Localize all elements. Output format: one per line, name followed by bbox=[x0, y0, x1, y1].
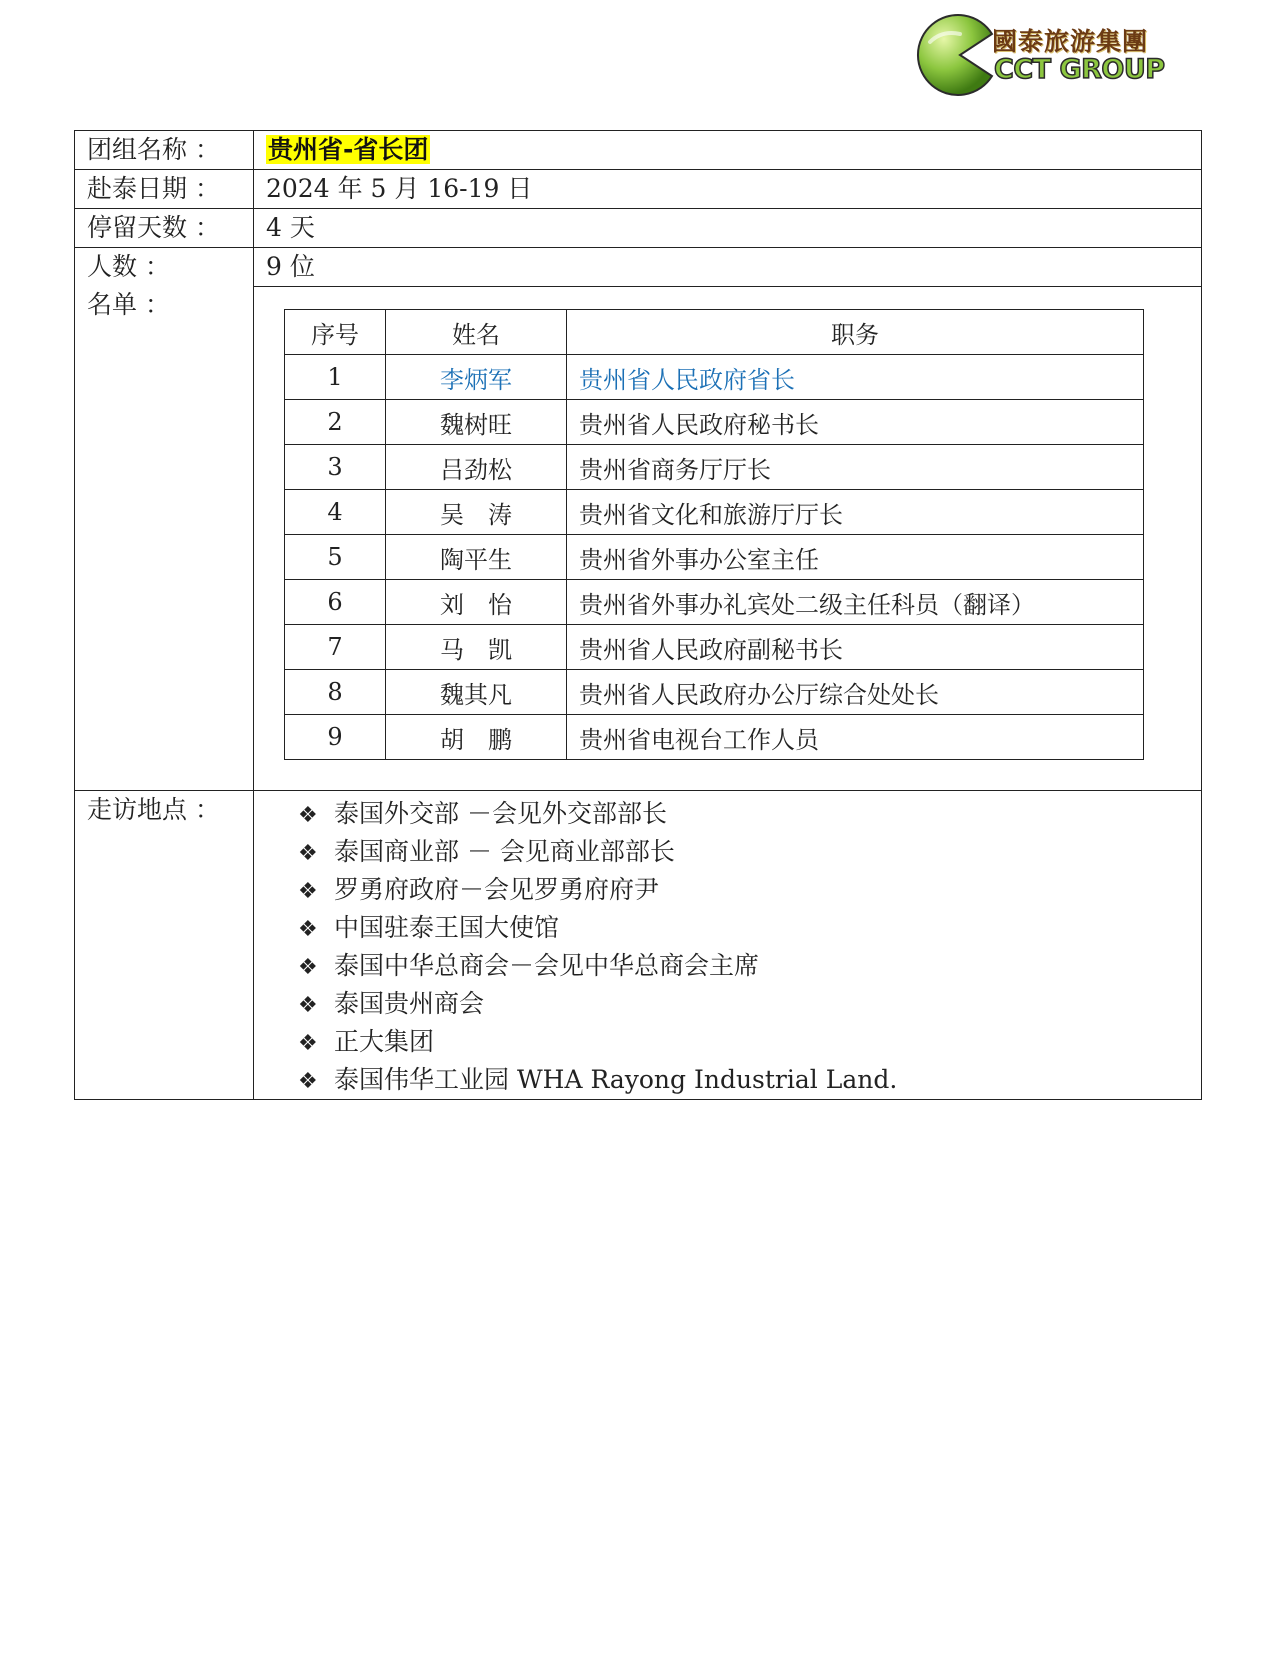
days-label: 停留天数 ： bbox=[75, 209, 254, 248]
member-title: 贵州省文化和旅游厅厅长 bbox=[567, 490, 1144, 535]
member-no: 2 bbox=[285, 400, 386, 445]
member-name: 胡 鹏 bbox=[386, 715, 567, 760]
member-list-cell bbox=[254, 287, 1202, 791]
visit-text: 中国驻泰王国大使馆 bbox=[334, 913, 560, 942]
member-no: 9 bbox=[285, 715, 386, 760]
member-name: 李炳军 bbox=[386, 355, 567, 400]
diamond-bullet-icon: ❖ bbox=[298, 1069, 318, 1094]
member-title: 贵州省人民政府办公厅综合处处长 bbox=[567, 670, 1144, 715]
visit-text: 正大集团 bbox=[334, 1027, 435, 1056]
member-title: 贵州省人民政府省长 bbox=[567, 355, 1144, 400]
date-value: 2024 年 5 月 16-19 日 bbox=[254, 170, 1202, 209]
header-no: 序号 bbox=[285, 310, 386, 355]
list-item bbox=[298, 985, 1201, 1023]
date-row bbox=[75, 170, 1202, 209]
table-row bbox=[285, 580, 1144, 625]
days-row bbox=[75, 209, 1202, 248]
member-no: 7 bbox=[285, 625, 386, 670]
visits-list bbox=[254, 795, 1201, 1099]
table-row bbox=[285, 625, 1144, 670]
visit-text: 泰国伟华工业园 WHA Rayong Industrial Land. bbox=[334, 1065, 898, 1094]
member-title: 贵州省电视台工作人员 bbox=[567, 715, 1144, 760]
header-name: 姓名 bbox=[386, 310, 567, 355]
table-row bbox=[285, 535, 1144, 580]
diamond-bullet-icon: ❖ bbox=[298, 841, 318, 866]
diamond-bullet-icon: ❖ bbox=[298, 803, 318, 828]
visit-text: 泰国贵州商会 bbox=[334, 989, 485, 1018]
member-name: 马 凯 bbox=[386, 625, 567, 670]
table-row bbox=[285, 715, 1144, 760]
member-name: 陶平生 bbox=[386, 535, 567, 580]
header-title: 职务 bbox=[567, 310, 1144, 355]
date-label: 赴泰日期 ： bbox=[75, 170, 254, 209]
member-name: 刘 怡 bbox=[386, 580, 567, 625]
member-table-header bbox=[285, 310, 1144, 355]
days-value: 4 天 bbox=[254, 209, 1202, 248]
table-row bbox=[285, 355, 1144, 400]
member-no: 5 bbox=[285, 535, 386, 580]
list-item bbox=[298, 871, 1201, 909]
member-title: 贵州省人民政府副秘书长 bbox=[567, 625, 1144, 670]
count-list-label-cell bbox=[75, 248, 254, 791]
member-title: 贵州省外事办公室主任 bbox=[567, 535, 1144, 580]
list-item bbox=[298, 795, 1201, 833]
member-name: 魏其凡 bbox=[386, 670, 567, 715]
member-name: 魏树旺 bbox=[386, 400, 567, 445]
visits-row bbox=[75, 791, 1202, 1100]
table-row bbox=[285, 445, 1144, 490]
group-name-cell bbox=[254, 131, 1202, 170]
list-label: 名单 ： bbox=[87, 290, 170, 319]
member-no: 3 bbox=[285, 445, 386, 490]
logo-english-text: CCT GROUP bbox=[994, 54, 1165, 85]
visit-text: 泰国中华总商会－会见中华总商会主席 bbox=[334, 951, 760, 980]
member-table bbox=[284, 309, 1144, 760]
member-name: 吕劲松 bbox=[386, 445, 567, 490]
diamond-bullet-icon: ❖ bbox=[298, 917, 318, 942]
group-name-row bbox=[75, 131, 1202, 170]
diamond-bullet-icon: ❖ bbox=[298, 993, 318, 1018]
list-item bbox=[298, 947, 1201, 985]
visit-text: 泰国商业部 － 会见商业部部长 bbox=[334, 837, 675, 866]
visit-text: 罗勇府政府－会见罗勇府府尹 bbox=[334, 875, 660, 904]
group-name-label: 团组名称 ： bbox=[75, 131, 254, 170]
count-label: 人数 ： bbox=[87, 252, 170, 281]
table-row bbox=[285, 670, 1144, 715]
list-item bbox=[298, 909, 1201, 947]
member-title: 贵州省商务厅厅长 bbox=[567, 445, 1144, 490]
member-title: 贵州省人民政府秘书长 bbox=[567, 400, 1144, 445]
list-item bbox=[298, 1061, 1201, 1099]
member-no: 4 bbox=[285, 490, 386, 535]
cct-group-logo bbox=[912, 12, 1174, 98]
visits-cell bbox=[254, 791, 1202, 1100]
group-name-value: 贵州省-省长团 bbox=[268, 135, 429, 164]
visits-label: 走访地点 ： bbox=[75, 791, 254, 1100]
table-row bbox=[285, 400, 1144, 445]
diamond-bullet-icon: ❖ bbox=[298, 879, 318, 904]
count-list-row bbox=[75, 248, 1202, 287]
diamond-bullet-icon: ❖ bbox=[298, 1031, 318, 1056]
list-item bbox=[298, 833, 1201, 871]
count-value: 9 位 bbox=[254, 248, 1202, 287]
member-no: 6 bbox=[285, 580, 386, 625]
list-item bbox=[298, 1023, 1201, 1061]
member-title: 贵州省外事办礼宾处二级主任科员（翻译） bbox=[567, 580, 1144, 625]
table-row bbox=[285, 490, 1144, 535]
itinerary-table bbox=[74, 130, 1202, 1100]
member-no: 1 bbox=[285, 355, 386, 400]
member-no: 8 bbox=[285, 670, 386, 715]
pacman-globe-icon bbox=[912, 12, 1002, 98]
member-name: 吴 涛 bbox=[386, 490, 567, 535]
logo-chinese-text: 國泰旅游集團 bbox=[992, 27, 1149, 56]
diamond-bullet-icon: ❖ bbox=[298, 955, 318, 980]
visit-text: 泰国外交部 －会见外交部部长 bbox=[334, 799, 667, 828]
